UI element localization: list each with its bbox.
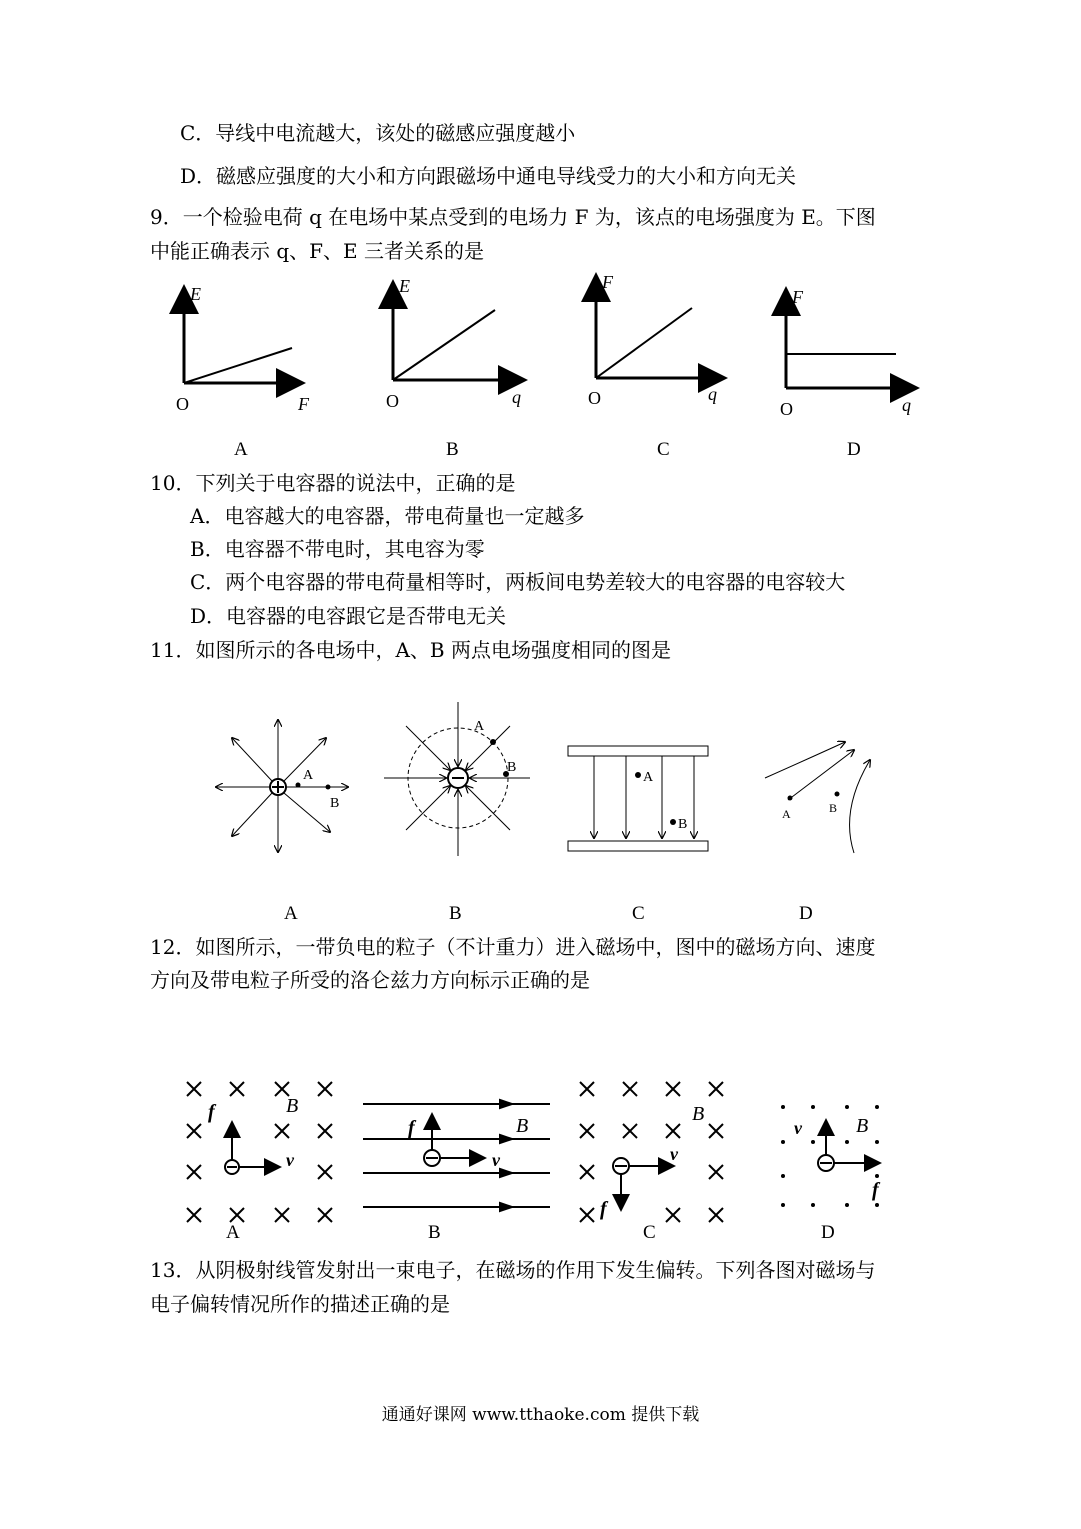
q12-label-a: A bbox=[226, 1222, 240, 1243]
q9b-origin: O bbox=[386, 391, 399, 411]
q11-diagram-b bbox=[384, 702, 530, 856]
q12-stem-line1: 12．如图所示，一带负电的粒子（不计重力）进入磁场中，图中的磁场方向、速度 bbox=[150, 935, 876, 959]
q9b-x-label: q bbox=[512, 387, 521, 407]
q11-label-a: A bbox=[284, 903, 298, 924]
q12c-b: B bbox=[692, 1103, 705, 1125]
q10-option-a: A．电容越大的电容器，带电荷量也一定越多 bbox=[190, 504, 585, 528]
q11-field-diagrams bbox=[200, 700, 900, 870]
q9-graph-a bbox=[176, 284, 310, 414]
q12b-b: B bbox=[516, 1115, 529, 1137]
q12-label-c: C bbox=[643, 1222, 656, 1243]
q12b-f: f bbox=[408, 1117, 415, 1139]
q9-label-d: D bbox=[847, 439, 861, 460]
q13-stem-line2: 电子偏转情况所作的描述正确的是 bbox=[150, 1292, 450, 1316]
q12b-v: v bbox=[492, 1150, 500, 1170]
q12c-f: f bbox=[600, 1198, 607, 1220]
q12-label-b: B bbox=[428, 1222, 441, 1243]
q9-stem-line2: 中能正确表示 q、F、E 三者关系的是 bbox=[150, 239, 484, 263]
q12a-f: f bbox=[208, 1101, 215, 1123]
q13-stem-line1: 13．从阴极射线管发射出一束电子，在磁场的作用下发生偏转。下列各图对磁场与 bbox=[150, 1258, 876, 1282]
q9-stem-line1: 9．一个检验电荷 q 在电场中某点受到的电场力 F 为，该点的电场强度为 E。下图 bbox=[150, 205, 876, 229]
q11b-point-a: A bbox=[474, 719, 485, 734]
q10-stem: 10．下列关于电容器的说法中，正确的是 bbox=[150, 471, 516, 495]
q9a-x-label: F bbox=[298, 394, 309, 414]
q11-diagram-a bbox=[216, 720, 348, 852]
page-footer: 通通好课网 www.tthaoke.com 提供下载 bbox=[381, 1405, 700, 1425]
q8-option-c: C．导线中电流越大，该处的磁感应强度越小 bbox=[180, 121, 576, 145]
q11b-point-b: B bbox=[507, 760, 517, 775]
q12a-b: B bbox=[286, 1095, 299, 1117]
q11-label-d: D bbox=[799, 903, 813, 924]
q9c-x-label: q bbox=[708, 384, 717, 404]
q10-option-d: D．电容器的电容跟它是否带电无关 bbox=[190, 604, 507, 628]
q12-magnetic-diagrams bbox=[180, 1070, 900, 1250]
q11-label-c: C bbox=[632, 903, 645, 924]
q11c-point-b: B bbox=[678, 817, 688, 832]
q9-graph-c bbox=[588, 272, 722, 408]
q9d-y-label: F bbox=[792, 287, 803, 307]
q10-option-c: C．两个电容器的带电荷量相等时，两板间电势差较大的电容器的电容较大 bbox=[190, 570, 846, 594]
q12d-b: B bbox=[856, 1115, 869, 1137]
q8-option-d: D．磁感应强度的大小和方向跟磁场中通电导线受力的大小和方向无关 bbox=[180, 164, 797, 188]
q11-label-b: B bbox=[449, 903, 462, 924]
q9-graphs bbox=[150, 270, 950, 470]
q9d-x-label: q bbox=[902, 395, 911, 415]
q10-option-b: B．电容器不带电时，其电容为零 bbox=[190, 537, 485, 561]
q9a-y-label: E bbox=[190, 284, 201, 304]
q9d-origin: O bbox=[780, 399, 793, 419]
q11a-point-b: B bbox=[330, 796, 340, 811]
q9b-y-label: E bbox=[399, 276, 410, 296]
q9-graph-b bbox=[386, 276, 522, 411]
q9a-origin: O bbox=[176, 394, 189, 414]
q11c-point-a: A bbox=[643, 770, 654, 785]
q12d-f: f bbox=[872, 1179, 879, 1201]
q9-label-c: C bbox=[657, 439, 670, 460]
q11d-point-a: A bbox=[782, 807, 791, 821]
q11-diagram-c bbox=[568, 746, 708, 851]
q9-label-b: B bbox=[446, 439, 459, 460]
q11-stem: 11．如图所示的各电场中，A、B 两点电场强度相同的图是 bbox=[150, 638, 671, 662]
q9-graph-d bbox=[780, 287, 914, 419]
q12-stem-line2: 方向及带电粒子所受的洛仑兹力方向标示正确的是 bbox=[150, 968, 590, 992]
q12d-v: v bbox=[794, 1118, 802, 1138]
q11d-point-b: B bbox=[829, 801, 838, 815]
q12-label-d: D bbox=[821, 1222, 835, 1243]
q12c-v: v bbox=[670, 1144, 678, 1164]
q12a-v: v bbox=[286, 1150, 294, 1170]
q11-diagram-d bbox=[765, 742, 870, 853]
q9c-origin: O bbox=[588, 388, 601, 408]
q9c-y-label: F bbox=[602, 272, 613, 292]
q9-label-a: A bbox=[234, 439, 248, 460]
q11a-point-a: A bbox=[303, 768, 314, 783]
